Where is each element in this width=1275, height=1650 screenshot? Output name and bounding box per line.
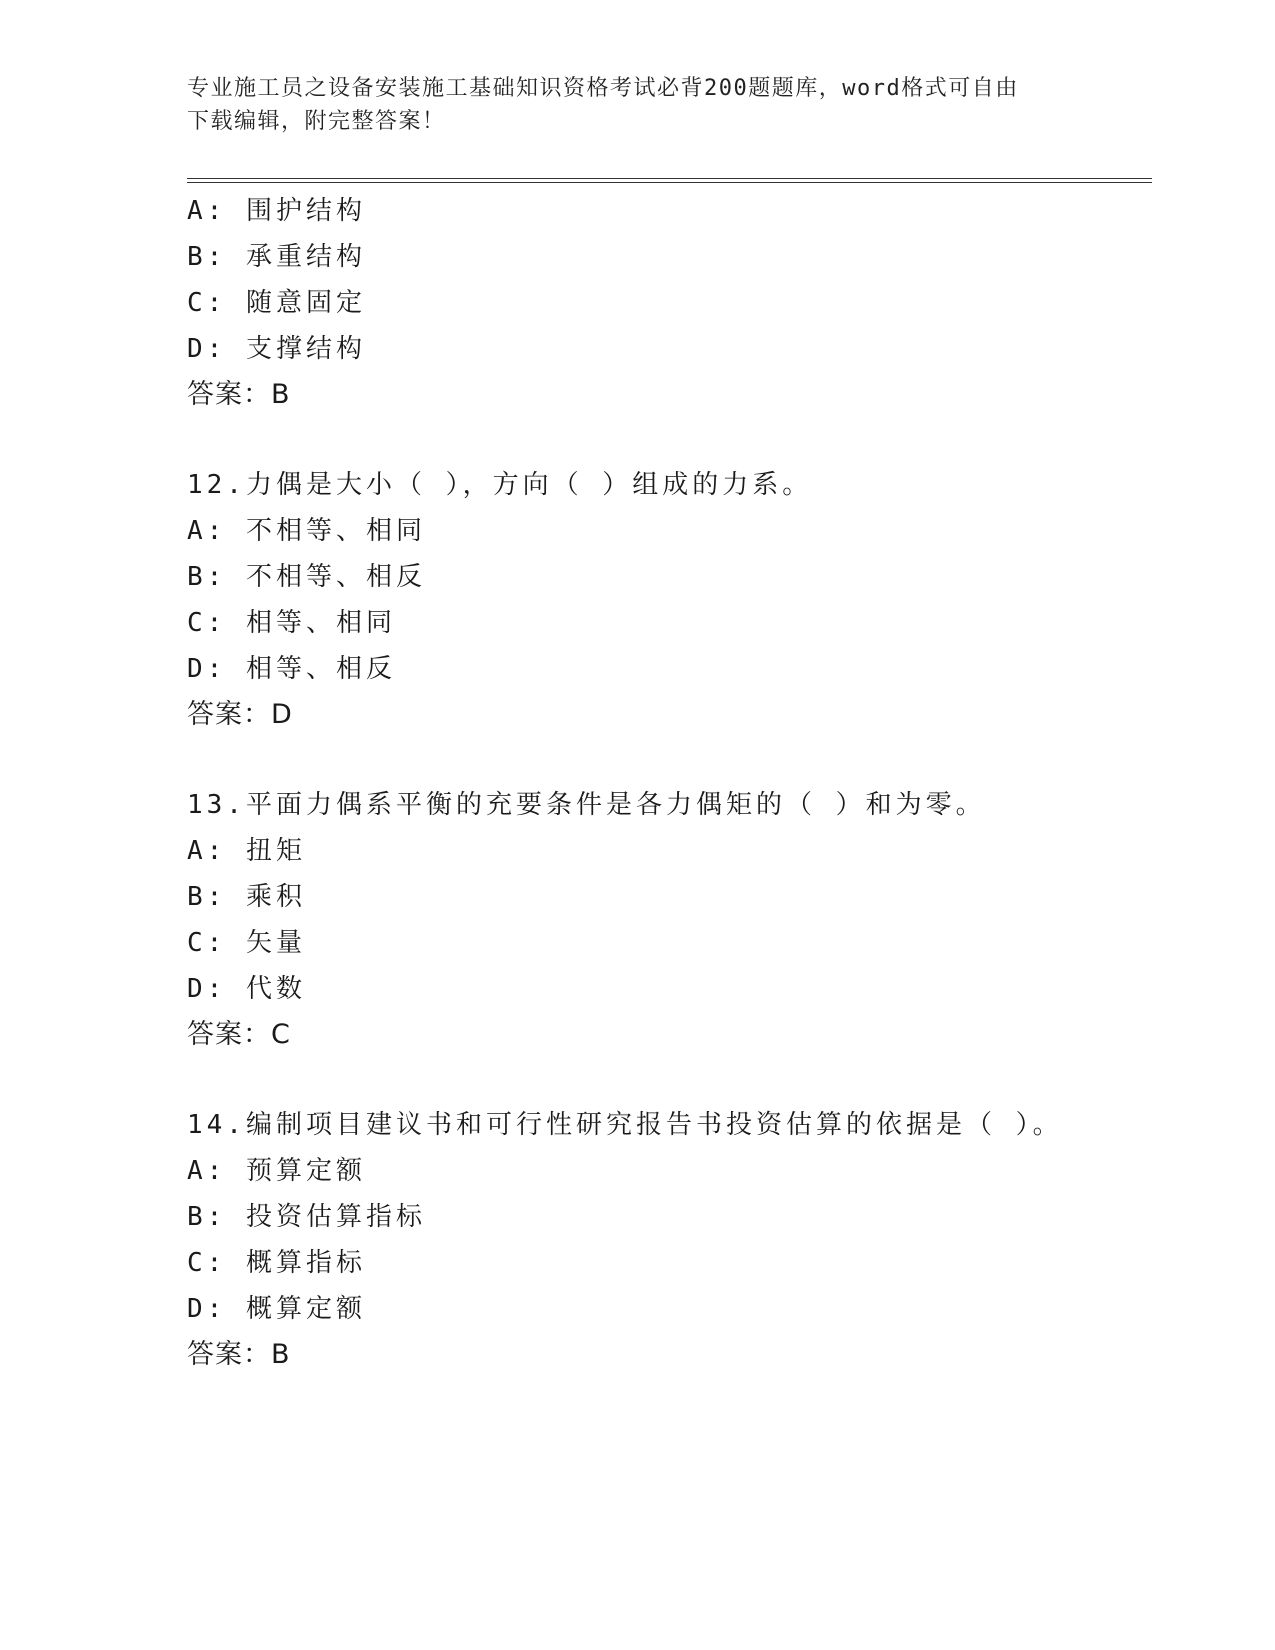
option-a: A: 不相等、相同 — [187, 516, 426, 546]
option-b: B: 不相等、相反 — [187, 562, 426, 592]
option-a: A: 扭矩 — [187, 836, 306, 866]
option-b: B: 承重结构 — [187, 242, 366, 272]
option-d: D: 代数 — [187, 974, 306, 1004]
option-c: C: 概算指标 — [187, 1248, 366, 1278]
option-b: B: 乘积 — [187, 882, 306, 912]
question-block-14 — [187, 1102, 1147, 1378]
question-list — [187, 188, 1147, 1378]
option-a: A: 围护结构 — [187, 196, 366, 226]
header-line-2: 下载编辑，附完整答案！ — [187, 109, 446, 134]
question-block-11 — [187, 188, 1147, 418]
question-text: 12.力偶是大小（ ），方向（ ）组成的力系。 — [187, 470, 813, 500]
answer-line: 答案：D — [187, 699, 293, 730]
option-d: D: 支撑结构 — [187, 334, 366, 364]
question-text: 13.平面力偶系平衡的充要条件是各力偶矩的（ ）和为零。 — [187, 790, 986, 820]
question-block-12 — [187, 462, 1147, 738]
option-a: A: 预算定额 — [187, 1156, 366, 1186]
answer-line: 答案：B — [187, 1339, 291, 1370]
option-d: D: 概算定额 — [187, 1294, 366, 1324]
answer-line: 答案：B — [187, 379, 291, 410]
option-b: B: 投资估算指标 — [187, 1202, 426, 1232]
document-header — [187, 72, 1087, 138]
block-spacer — [187, 738, 1147, 782]
option-c: C: 随意固定 — [187, 288, 366, 318]
block-spacer — [187, 418, 1147, 462]
answer-line: 答案：C — [187, 1019, 291, 1050]
header-line-1: 专业施工员之设备安装施工基础知识资格考试必背200题题库，word格式可自由 — [187, 76, 1019, 101]
block-spacer — [187, 1058, 1147, 1102]
option-c: C: 相等、相同 — [187, 608, 396, 638]
option-c: C: 矢量 — [187, 928, 306, 958]
question-block-13 — [187, 782, 1147, 1058]
header-divider — [187, 178, 1152, 183]
option-d: D: 相等、相反 — [187, 654, 396, 684]
question-text: 14.编制项目建议书和可行性研究报告书投资估算的依据是（ ）。 — [187, 1110, 1063, 1140]
